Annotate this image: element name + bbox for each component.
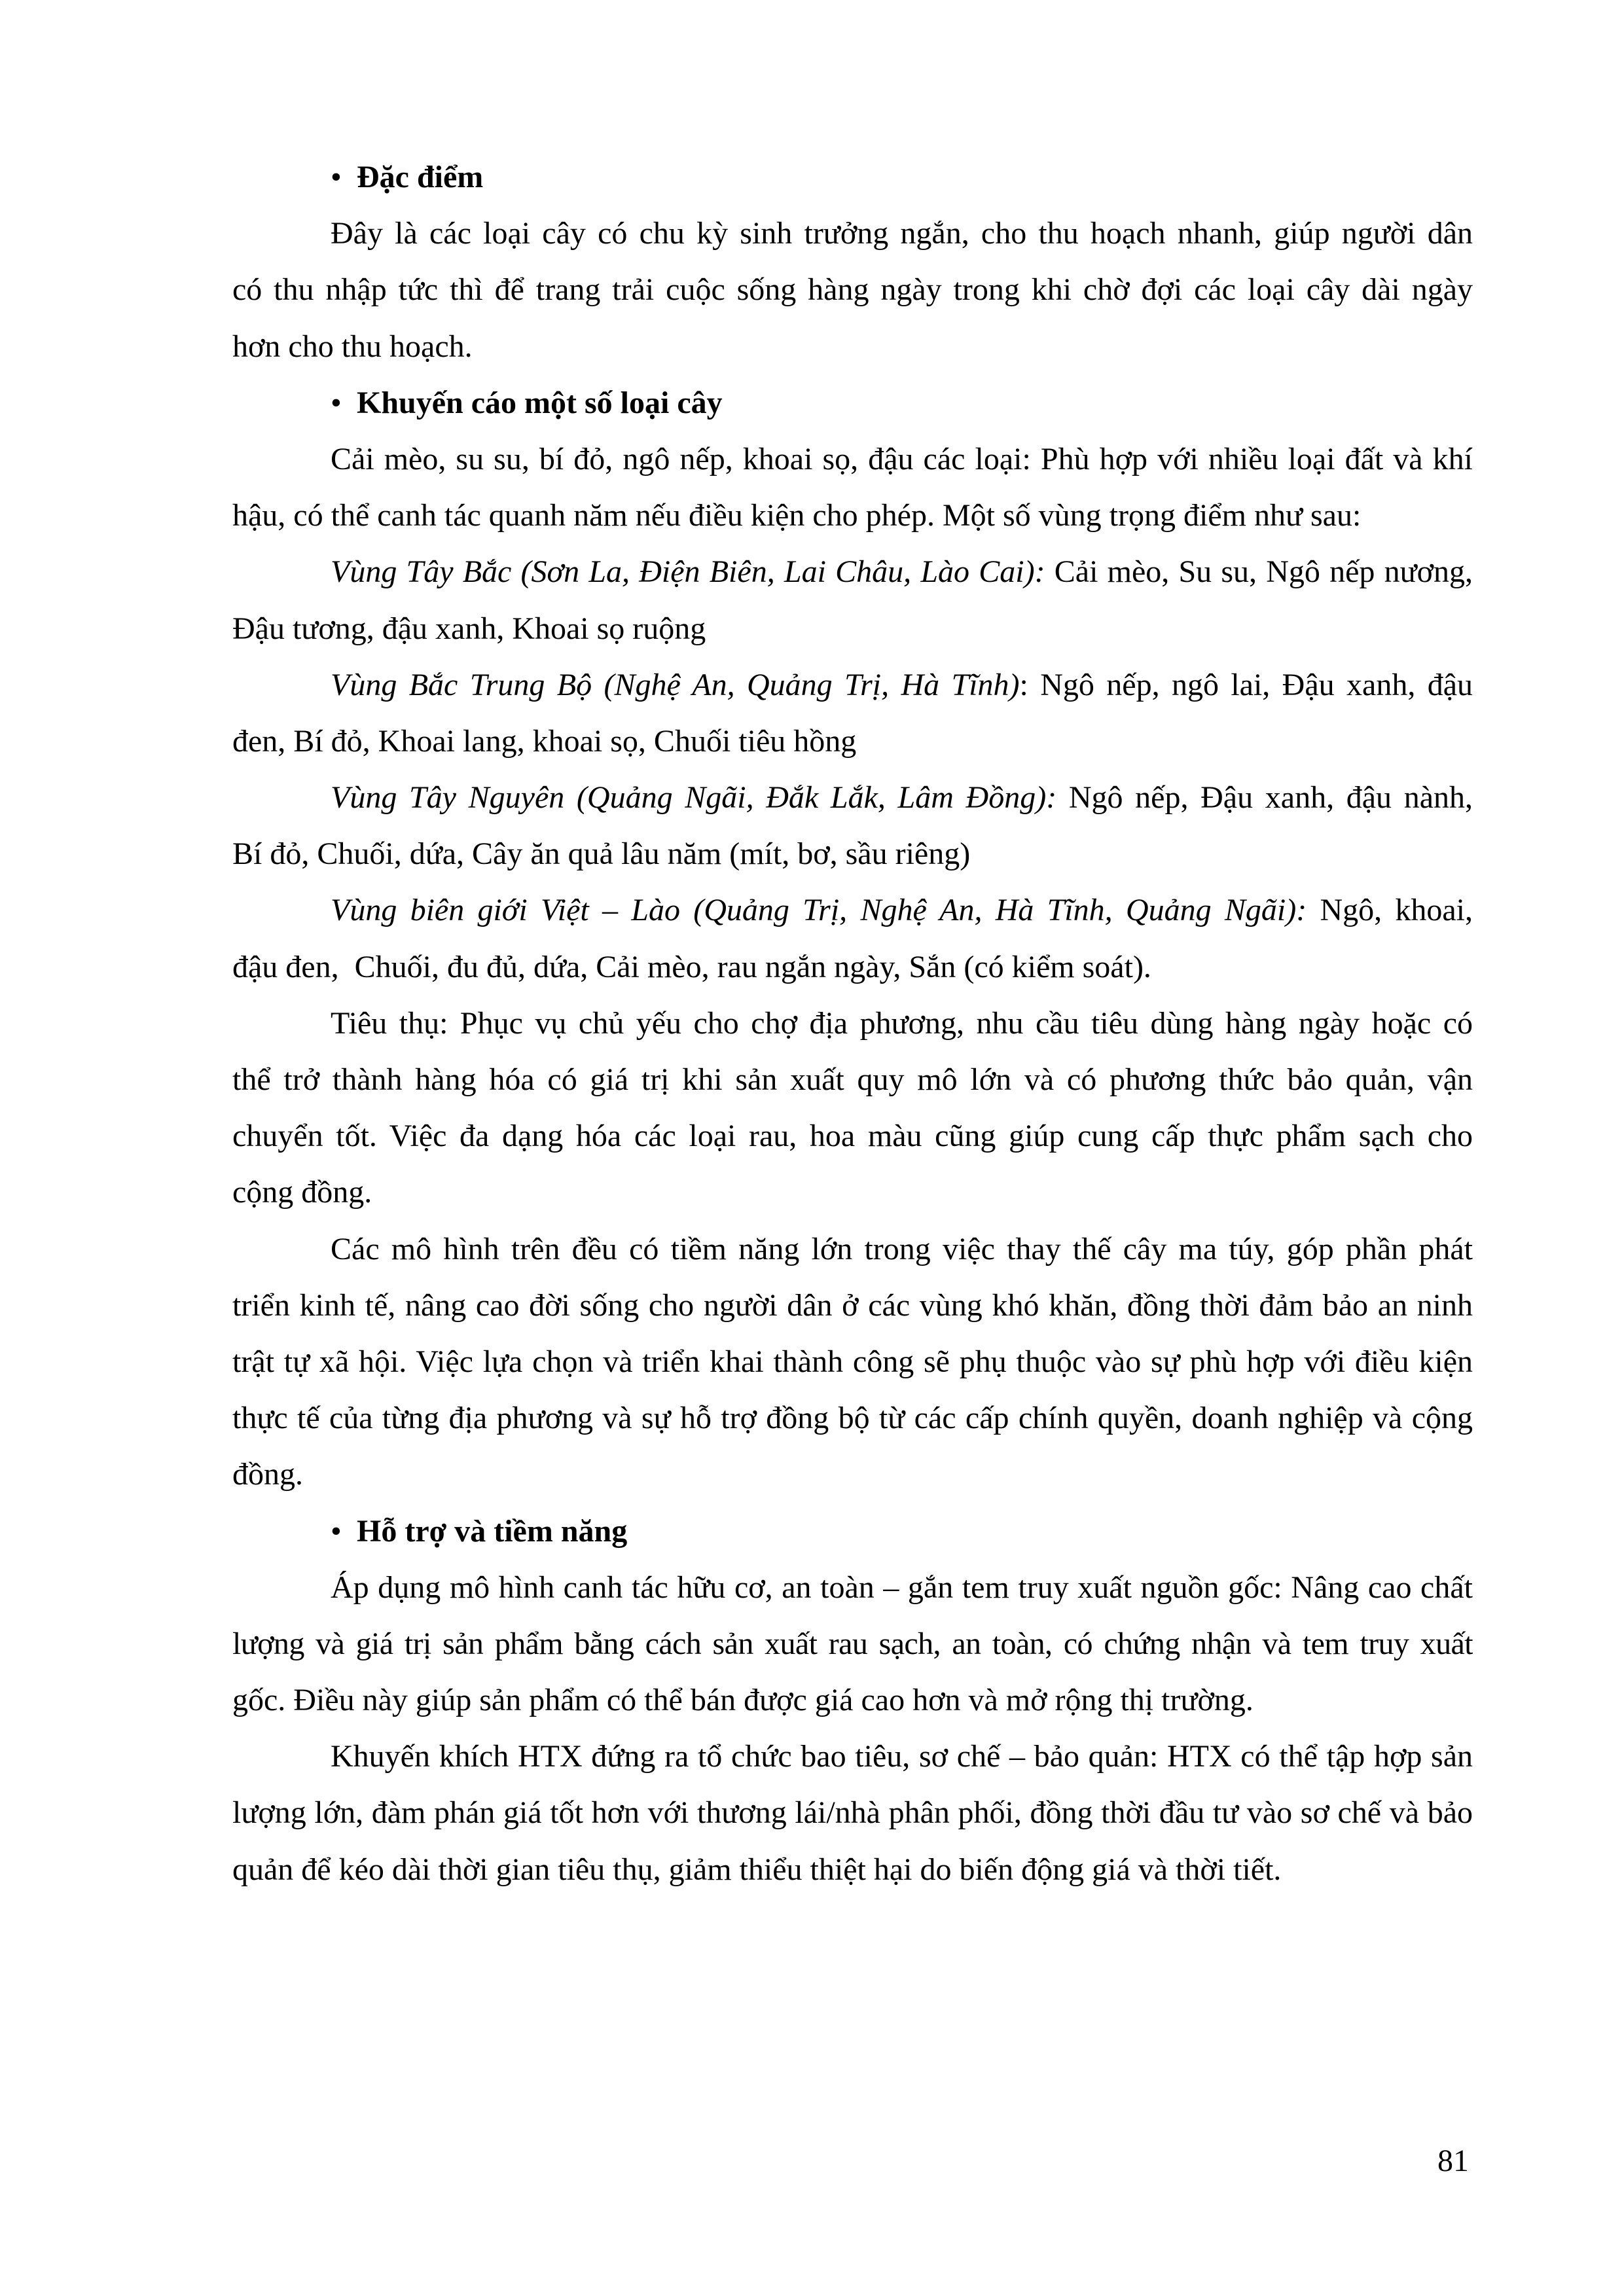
- paragraph-line: quản để kéo dài thời gian tiêu thụ, giảm thiểu thiệt hại do biến động giá và thời tiết.: [232, 1852, 1282, 1887]
- bullet-icon: •: [331, 1513, 342, 1549]
- paragraph-line: thể trở thành hàng hóa có giá trị khi sản xuất quy mô lớn và có phương thức bảo quản, vận: [232, 1062, 1473, 1097]
- region-crops: : Ngô nếp, ngô lai, Đậu xanh, đậu: [1019, 667, 1473, 702]
- paragraph-line: Tiêu thụ: Phục vụ chủ yếu cho chợ địa phương, nhu cầu tiêu dùng hàng ngày hoặc có: [331, 1005, 1473, 1041]
- region-name: Vùng Tây Bắc (Sơn La, Điện Biên, Lai Châu, Lào Cai):: [331, 554, 1045, 590]
- region-line-cont: Đậu tương, đậu xanh, Khoai sọ ruộng: [232, 611, 706, 646]
- region-line: [232, 770, 1473, 826]
- region-name: Vùng biên giới Việt – Lào (Quảng Trị, Nghệ An, Hà Tĩnh, Quảng Ngãi):: [331, 893, 1307, 928]
- paragraph-line: có thu nhập tức thì để trang trải cuộc sống hàng ngày trong khi chờ đợi các loại cây dài ngày: [232, 272, 1473, 308]
- page-number: 81: [1437, 2144, 1469, 2178]
- region-line-cont: đen, Bí đỏ, Khoai lang, khoai sọ, Chuối tiêu hồng: [232, 723, 857, 759]
- region-line: [232, 544, 1473, 600]
- paragraph-line: Cải mèo, su su, bí đỏ, ngô nếp, khoai sọ, đậu các loại: Phù hợp với nhiều loại đất và khí: [331, 441, 1473, 476]
- paragraph-line: hậu, có thể canh tác quanh năm nếu điều kiện cho phép. Một số vùng trọng điểm như sau:: [232, 498, 1362, 533]
- region-crops: Ngô nếp, Đậu xanh, đậu nành,: [1056, 780, 1473, 816]
- paragraph-line: trật tự xã hội. Việc lựa chọn và triển khai thành công sẽ phụ thuộc vào sự phù hợp với điều kiện: [232, 1344, 1473, 1379]
- bullet-icon: •: [331, 160, 342, 194]
- paragraph-line: đồng.: [232, 1457, 303, 1492]
- paragraph-line: chuyển tốt. Việc đa dạng hóa các loại rau, hoa màu cũng giúp cung cấp thực phẩm sạch cho: [232, 1119, 1473, 1154]
- region-name: Vùng Bắc Trung Bộ (Nghệ An, Quảng Trị, Hà Tĩnh): [331, 667, 1020, 702]
- region-name: Vùng Tây Nguyên (Quảng Ngãi, Đắk Lắk, Lâm Đồng):: [331, 780, 1057, 816]
- paragraph-line: lượng lớn, đàm phán giá tốt hơn với thương lái/nhà phân phối, đồng thời đầu tư vào sơ chế và bảo: [232, 1795, 1473, 1831]
- heading-text: Hỗ trợ và tiềm năng: [357, 1513, 628, 1549]
- paragraph-line: lượng và giá trị sản phẩm bằng cách sản xuất rau sạch, an toàn, có chứng nhận và tem truy xuất: [232, 1626, 1473, 1661]
- heading-text: Khuyến cáo một số loại cây: [357, 385, 723, 420]
- paragraph-line: cộng đồng.: [232, 1175, 372, 1210]
- paragraph-line: Khuyến khích HTX đứng ra tổ chức bao tiêu, sơ chế – bảo quản: HTX có thể tập hợp sản: [331, 1739, 1473, 1774]
- section-heading-ho-tro: [232, 1503, 1473, 1560]
- region-line: [232, 657, 1473, 713]
- paragraph-line: Đây là các loại cây có chu kỳ sinh trưởng ngắn, cho thu hoạch nhanh, giúp người dân: [331, 216, 1473, 251]
- region-crops: Cải mèo, Su su, Ngô nếp nương,: [1045, 554, 1473, 590]
- region-line-cont: đậu đen, Chuối, đu đủ, dứa, Cải mèo, rau ngắn ngày, Sắn (có kiểm soát).: [232, 949, 1151, 984]
- region-line: [232, 882, 1473, 939]
- paragraph-line: Các mô hình trên đều có tiềm năng lớn trong việc thay thế cây ma túy, góp phần phát: [331, 1231, 1473, 1266]
- paragraph-line: gốc. Điều này giúp sản phẩm có thể bán được giá cao hơn và mở rộng thị trường.: [232, 1683, 1254, 1718]
- bullet-icon: •: [331, 385, 342, 420]
- paragraph-line: Áp dụng mô hình canh tác hữu cơ, an toàn – gắn tem truy xuất nguồn gốc: Nâng cao chất: [331, 1570, 1473, 1605]
- region-crops: Ngô, khoai,: [1307, 893, 1473, 928]
- paragraph-line: triển kinh tế, nâng cao đời sống cho người dân ở các vùng khó khăn, đồng thời đảm bảo an ninh: [232, 1287, 1473, 1323]
- region-line-cont: Bí đỏ, Chuối, dứa, Cây ăn quả lâu năm (mít, bơ, sầu riêng): [232, 836, 971, 872]
- paragraph-line: thực tế của từng địa phương và sự hỗ trợ đồng bộ từ các cấp chính quyền, doanh nghiệp và cộng: [232, 1401, 1473, 1436]
- body-text: [232, 149, 1473, 1898]
- section-heading-khuyen-cao: [232, 375, 1473, 431]
- section-heading-dac-diem: [232, 149, 1473, 206]
- heading-text: Đặc điểm: [357, 160, 484, 194]
- paragraph-line: hơn cho thu hoạch.: [232, 329, 473, 364]
